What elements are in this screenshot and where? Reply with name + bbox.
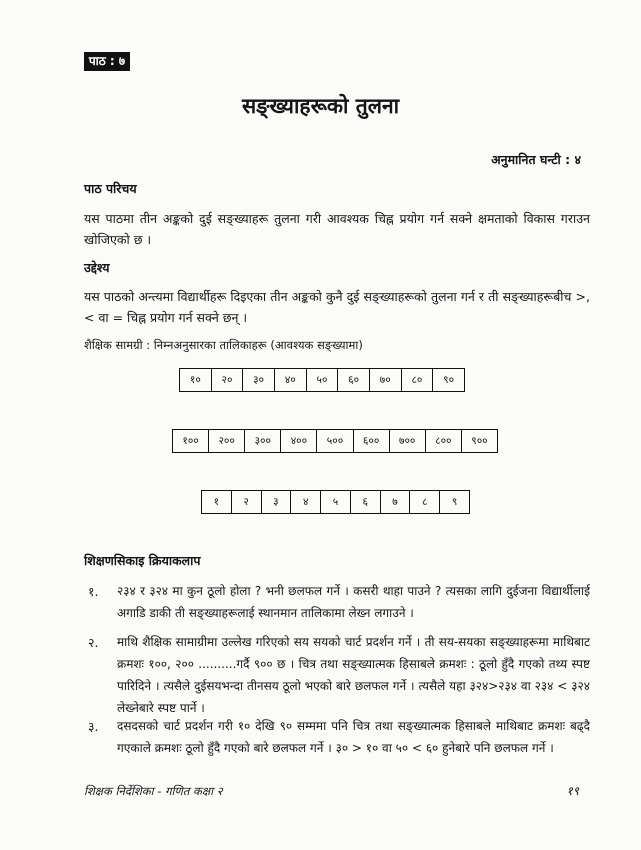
table-cell: ३० — [243, 369, 275, 392]
objective-heading: उद्देश्य — [84, 260, 110, 275]
footer-book-title: शिक्षक निर्देशिका - गणित कक्षा २ — [84, 784, 223, 798]
table-cell: ९०० — [461, 430, 497, 453]
table-cell: ९० — [433, 369, 465, 392]
hundreds-table — [172, 429, 498, 453]
table-cell: ७ — [380, 491, 410, 514]
table-cell: १० — [180, 369, 212, 392]
page-number: १९ — [566, 784, 579, 798]
activity-number: ३. — [88, 719, 99, 734]
table-cell: ४० — [274, 369, 306, 392]
estimated-hours: अनुमानित घन्टी : ४ — [491, 152, 581, 167]
intro-text: यस पाठमा तीन अङ्कको दुई सङ्ख्याहरू तुलना गरी आवश्यक चिह्न प्रयोग गर्न सक्ने क्षमताको विकास गराउन खोजिएको छ । — [84, 211, 590, 247]
table-cell: ९ — [440, 491, 470, 514]
table-row — [173, 430, 498, 453]
table-cell: २० — [211, 369, 243, 392]
table-cell: २ — [231, 491, 261, 514]
table-cell: ८ — [410, 491, 440, 514]
table-cell: ५०० — [317, 430, 353, 453]
table-cell: ४०० — [281, 430, 317, 453]
table-cell: २०० — [209, 430, 245, 453]
table-cell: ८०० — [425, 430, 461, 453]
table-cell: १ — [202, 491, 232, 514]
activity-text: २३४ र ३२४ मा कुन ठूलो होला ? भनी छलफल गर्ने । कसरी थाहा पाउने ? त्यसका लागि दुईजना विद्यार्थीलाई अगाडि डाकी ती सङ्ख्याहरूलाई स्थानमान तालिकामा लेख्न लगाउने । — [117, 584, 590, 620]
activities-heading: शिक्षणसिकाइ क्रियाकलाप — [84, 553, 201, 568]
table-cell: ६० — [338, 369, 370, 392]
lesson-number-badge: पाठ : ७ — [84, 52, 130, 71]
table-cell: ५० — [306, 369, 338, 392]
table-cell: ६ — [350, 491, 380, 514]
table-cell: ७० — [369, 369, 401, 392]
table-row — [180, 369, 465, 392]
table-cell: ६०० — [353, 430, 389, 453]
table-cell: ४ — [291, 491, 321, 514]
activity-number: २. — [88, 635, 99, 650]
page-title: सङ्ख्याहरूको तुलना — [241, 94, 400, 118]
activity-text: दसदसको चार्ट प्रदर्शन गरी १० देखि ९० सम्ममा पनि चित्र तथा सङ्ख्यात्मक हिसाबले माथिबाट क्रमशः बढ्दै गएकाले क्रमशः ठूलो हुँदै गएको बारे छलफल गर्ने । ३० > १० वा ५० < ६० हुनेबारे पनि छलफल गर्ने । — [117, 719, 590, 755]
table-cell: १०० — [173, 430, 209, 453]
table-cell: ७०० — [389, 430, 425, 453]
intro-heading: पाठ परिचय — [84, 181, 137, 196]
table-cell: ३०० — [245, 430, 281, 453]
table-cell: ८० — [401, 369, 433, 392]
objective-text: यस पाठको अन्त्यमा विद्यार्थीहरू दिइएका तीन अङ्कको कुनै दुई सङ्ख्याहरूको तुलना गर्न र ती सङ्ख्याहरूबीच >,< वा = चिह्न प्रयोग गर्न सक्ने छन् । — [84, 289, 590, 325]
materials-text: शैक्षिक सामग्री : निम्नअनुसारका तालिकाहरू (आवश्यक सङ्ख्यामा) — [84, 338, 363, 352]
activity-number: १. — [88, 584, 99, 599]
table-row — [202, 491, 470, 514]
table-cell: ५ — [321, 491, 351, 514]
ones-table — [201, 490, 470, 514]
activity-text: माथि शैक्षिक सामाग्रीमा उल्लेख गरिएको सय सयको चार्ट प्रदर्शन गर्ने । ती सय-सयका सङ्ख्याहरूमा माथिबाट क्रमशः १००, २०० ..........गर्दै ९०० छ । चित्र तथा सङ्ख्यात्मक हिसाबले क्रमशः : ठूलो हुँदै गएको तथ्य स्पष्ट पारिदिने । त्यसैले दुईसयभन्दा तीनसय ठूलो भएको बारे छलफल गर्ने । त्यसैले यहा ३२४>२३४ वा २३४ < ३२४ लेख्नेबारे स्पष्ट पार्ने । — [117, 635, 590, 715]
table-cell: ३ — [261, 491, 291, 514]
tens-table — [179, 368, 465, 392]
